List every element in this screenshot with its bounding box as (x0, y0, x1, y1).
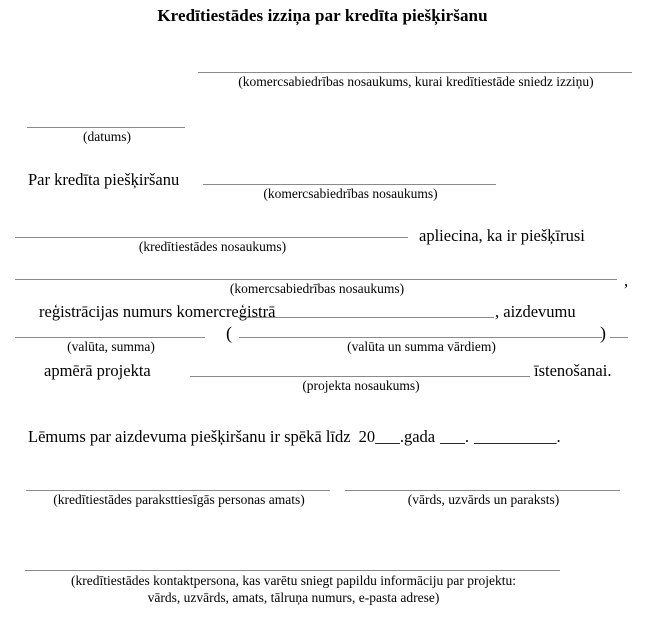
registration-fill-line[interactable] (238, 317, 494, 318)
validity-month-blank[interactable]: __________ (473, 427, 557, 446)
borrower-caption: (komercsabiedrības nosaukums) (229, 281, 405, 296)
creditor-caption: (kredītiestādes nosaukums) (138, 239, 287, 254)
recipient-fill-line[interactable] (198, 72, 632, 73)
date-caption: (datums) (83, 129, 131, 144)
validity-year-prefix: 20 (358, 427, 376, 446)
validity-end-dot: . (556, 427, 561, 446)
recipient-caption: (komercsabiedrības nosaukums, kurai kredītiestāde sniedz izziņu) (238, 74, 594, 89)
validity-main-text: Lēmums par aizdevuma piešķiršanu ir spēkā līdz (28, 427, 351, 446)
page-title: Kredītiestādes izziņa par kredīta piešķiršanu (157, 6, 488, 25)
project-fill-line[interactable] (190, 376, 530, 377)
contact-caption-line-2: vārds, uzvārds, amats, tālruņa numurs, e-pasta adrese) (147, 590, 440, 605)
project-lead-text: apmērā projekta (44, 361, 151, 380)
borrower-fill-line[interactable] (15, 279, 617, 280)
project-trailing-text: īstenošanai. (534, 361, 612, 380)
amount-right-fill-line[interactable] (239, 337, 602, 338)
validity-day-dot: . (464, 427, 469, 446)
subject-lead-text: Par kredīta piešķiršanu (28, 170, 180, 189)
validity-line (28, 427, 561, 446)
subject-caption: (komercsabiedrības nosaukums) (263, 186, 438, 201)
project-caption: (projekta nosaukums) (302, 378, 420, 393)
amount-right-tail-line (610, 337, 628, 338)
registration-lead-text: reģistrācijas numurs komercreģistrā (39, 302, 276, 321)
contact-caption-line-1: (kredītiestādes kontaktpersona, kas varētu sniegt papildu informāciju par projektu: (71, 573, 516, 588)
signature-position-caption: (kredītiestādes paraksttiesīgās personas amats) (53, 492, 305, 507)
signature-name-caption: (vārds, uzvārds un paraksts) (407, 492, 560, 507)
date-fill-line[interactable] (27, 127, 185, 128)
creditor-trailing-text: apliecina, ka ir piešķīrusi (419, 226, 585, 245)
creditor-fill-line[interactable] (15, 237, 408, 238)
validity-day-blank[interactable]: ___ (440, 427, 465, 446)
amount-close-paren: ) (600, 323, 606, 343)
validity-year-word: .gada (399, 427, 436, 446)
signature-name-fill-line[interactable] (345, 490, 620, 491)
validity-year-blank[interactable]: ___ (375, 427, 400, 446)
amount-right-caption: (valūta un summa vārdiem) (347, 339, 496, 354)
subject-fill-line[interactable] (203, 184, 496, 185)
amount-open-paren: ( (226, 323, 232, 343)
signature-position-fill-line[interactable] (26, 490, 330, 491)
registration-separator-text: , aizdevumu (495, 302, 576, 321)
amount-left-caption: (valūta, summa) (67, 339, 155, 354)
borrower-trailing-comma: , (624, 271, 629, 290)
contact-fill-line[interactable] (25, 570, 560, 571)
amount-left-fill-line[interactable] (15, 337, 205, 338)
